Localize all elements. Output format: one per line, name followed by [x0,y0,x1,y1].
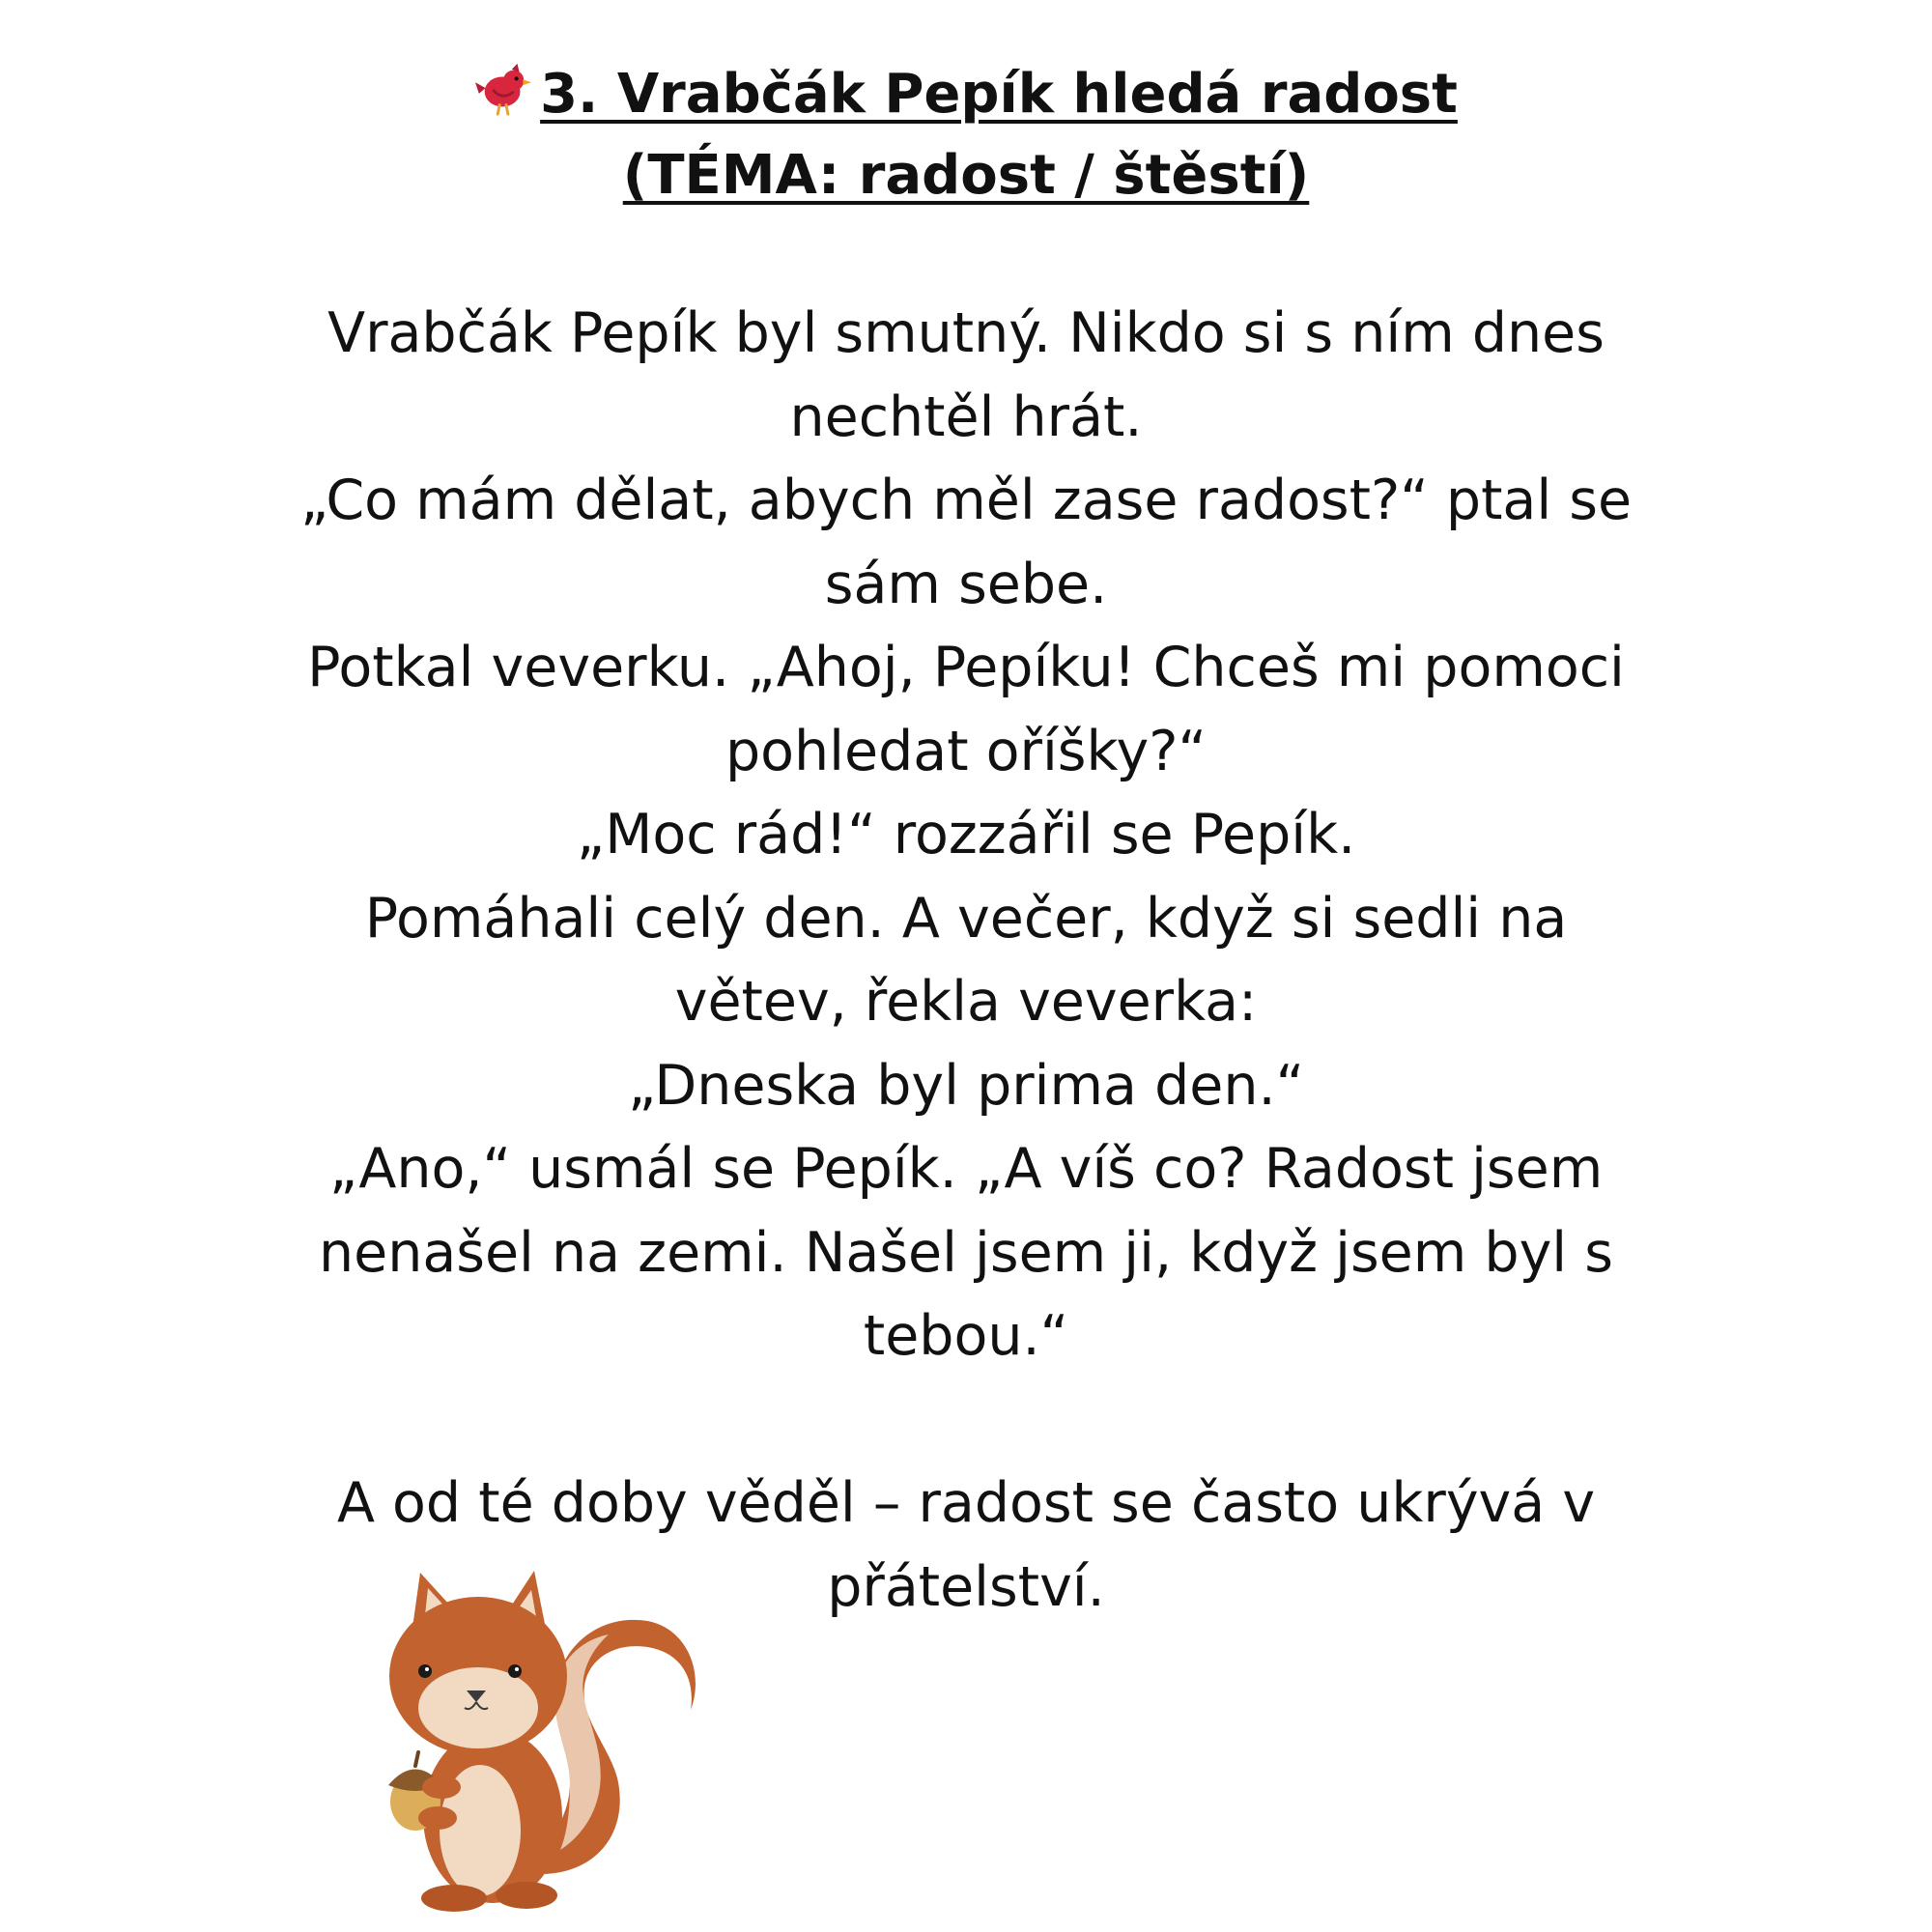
squirrel-with-acorn-icon [372,1555,710,1922]
red-bird-icon [474,60,534,120]
story-text [290,292,1642,1629]
title-line-1 [474,54,1458,135]
story-paragraph: „Dneska byl prima den.“ [627,1053,1305,1118]
story-paragraph: „Co mám dělat, abych měl zase radost?“ ptal se sám sebe. [299,469,1633,616]
theme-subtitle: (TÉMA: radost / štěstí) [622,144,1310,207]
story-title [0,54,1932,216]
story-paragraph: Potkal veverku. „Ahoj, Pepíku! Chceš mi pomoci pohledat oříšky?“ [307,636,1625,783]
story-paragraph: Pomáhali celý den. A večer, když si sedli na větev, řekla veverka: [364,886,1568,1034]
story-closing: A od té doby věděl – radost se často ukrývá v přátelství. [336,1471,1596,1619]
title-text: 3. Vrabčák Pepík hledá radost [540,63,1458,126]
story-paragraph: Vrabčák Pepík byl smutný. Nikdo si s ním dnes nechtěl hrát. [327,301,1605,449]
paragraph-gap [290,1378,1642,1463]
story-paragraph: „Moc rád!“ rozzářil se Pepík. [576,803,1356,867]
story-paragraph: „Ano,“ usmál se Pepík. „A víš co? Radost jsem nenašel na zemi. Našel jsem ji, když jsem byl s tebou.“ [319,1137,1613,1368]
